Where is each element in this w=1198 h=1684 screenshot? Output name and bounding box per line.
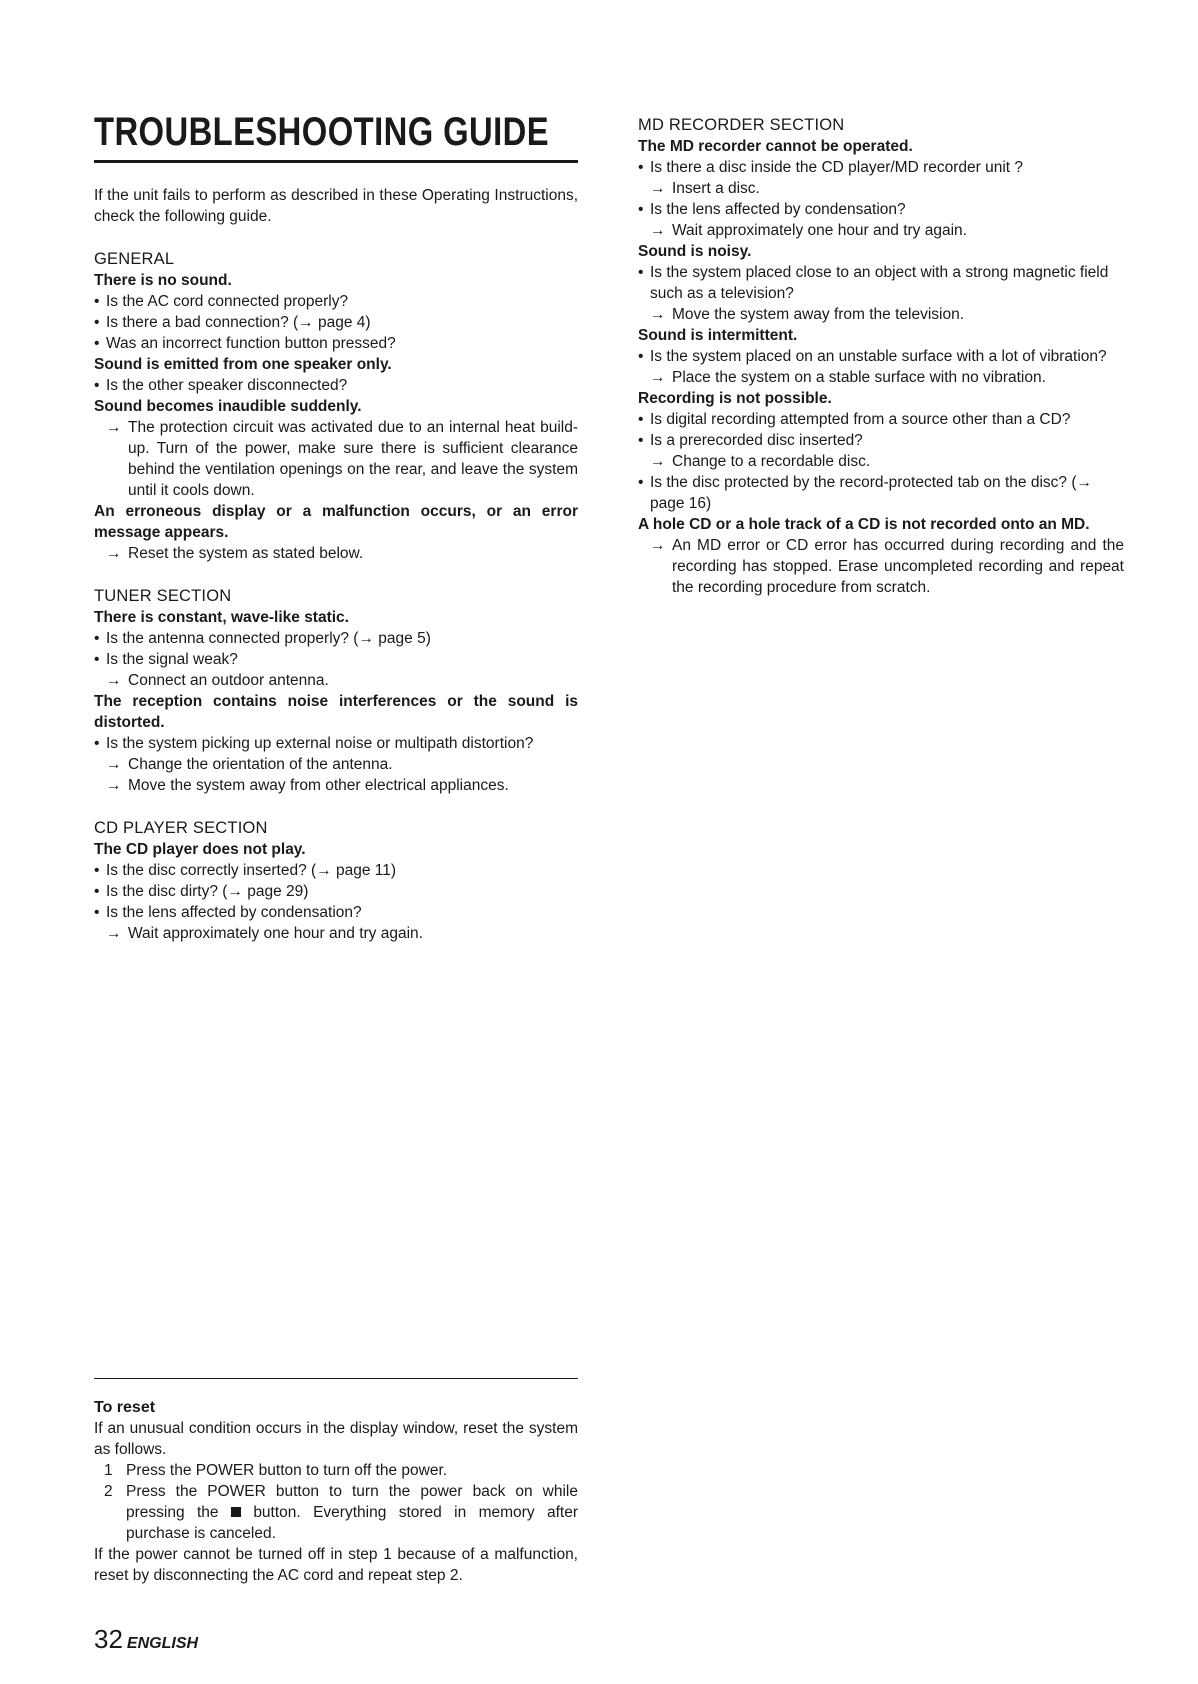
problem-heading: Sound becomes inaudible suddenly. bbox=[94, 398, 362, 415]
arrow-right-icon: → bbox=[106, 419, 122, 436]
question-item: • Is the other speaker disconnected? bbox=[94, 377, 348, 394]
bullet-icon: • bbox=[94, 904, 100, 921]
left-column bbox=[94, 110, 578, 944]
page-footer bbox=[94, 1624, 198, 1655]
general-section bbox=[94, 249, 578, 564]
arrow-right-icon: → bbox=[650, 306, 666, 323]
section-title-tuner: TUNER SECTION bbox=[94, 587, 232, 605]
question-item: • Is the system placed close to an object with a strong magnetic field such as a television? bbox=[638, 264, 1109, 302]
bullet-icon: • bbox=[94, 862, 100, 879]
question-item: • Was an incorrect function button pressed? bbox=[94, 335, 396, 352]
problem-heading: The CD player does not play. bbox=[94, 841, 306, 858]
answer-item: → Move the system away from the television. bbox=[650, 306, 965, 323]
cd-player-section bbox=[94, 818, 578, 944]
md-recorder-section bbox=[638, 115, 1124, 598]
arrow-right-icon: → bbox=[106, 925, 122, 942]
question-item: • Is the disc protected by the record-protected tab on the disc? (→ page 16) bbox=[638, 474, 1092, 512]
question-item: • Is the lens affected by condensation? bbox=[638, 201, 906, 218]
problem-heading: The MD recorder cannot be operated. bbox=[638, 138, 913, 155]
answer-item: → Wait approximately one hour and try again. bbox=[106, 925, 423, 942]
reset-intro: If an unusual condition occurs in the display window, reset the system as follows. bbox=[94, 1420, 578, 1458]
bullet-icon: • bbox=[94, 883, 100, 900]
question-item: • Is the AC cord connected properly? bbox=[94, 293, 349, 310]
answer-item: → Change to a recordable disc. bbox=[650, 453, 871, 470]
bullet-icon: • bbox=[638, 474, 644, 491]
question-item: • Is the lens affected by condensation? bbox=[94, 904, 362, 921]
bullet-icon: • bbox=[94, 293, 100, 310]
question-item: • Is the signal weak? bbox=[94, 651, 238, 668]
right-column bbox=[638, 115, 1124, 598]
bullet-icon: • bbox=[94, 335, 100, 352]
arrow-right-icon: → bbox=[650, 180, 666, 197]
bullet-icon: • bbox=[638, 201, 644, 218]
bullet-icon: • bbox=[638, 348, 644, 365]
answer-item: → Place the system on a stable surface with no vibration. bbox=[650, 369, 1046, 386]
answer-item: → Move the system away from other electrical appliances. bbox=[106, 777, 509, 794]
arrow-right-icon: → bbox=[106, 756, 122, 773]
reset-outro: If the power cannot be turned off in step 1 because of a malfunction, reset by disconnecting the AC cord and repeat step 2. bbox=[94, 1546, 578, 1584]
answer-item: → The protection circuit was activated due to an internal heat build-up. Turn of the power, make sure there is sufficient clearance behind the ventilation openings on the rear, and leave the system until it cools down. bbox=[106, 419, 578, 499]
answer-item: → Insert a disc. bbox=[650, 180, 760, 197]
arrow-right-icon: → bbox=[106, 672, 122, 689]
arrow-right-icon: → bbox=[650, 537, 666, 554]
reset-divider bbox=[94, 1378, 578, 1379]
problem-heading: There is constant, wave-like static. bbox=[94, 609, 349, 626]
answer-item: → Wait approximately one hour and try again. bbox=[650, 222, 967, 239]
arrow-right-icon: → bbox=[650, 369, 666, 386]
question-item: • Is the disc dirty? (→ page 29) bbox=[94, 883, 309, 900]
answer-item: → Connect an outdoor antenna. bbox=[106, 672, 329, 689]
bullet-icon: • bbox=[94, 314, 100, 331]
answer-item: → Change the orientation of the antenna. bbox=[106, 756, 393, 773]
tuner-section bbox=[94, 586, 578, 796]
arrow-right-icon: → bbox=[106, 545, 122, 562]
bullet-icon: • bbox=[94, 651, 100, 668]
problem-heading: There is no sound. bbox=[94, 272, 232, 289]
problem-heading: The reception contains noise interferences or the sound is distorted. bbox=[94, 693, 578, 731]
problem-heading: Recording is not possible. bbox=[638, 390, 832, 407]
bullet-icon: • bbox=[638, 411, 644, 428]
problem-heading: A hole CD or a hole track of a CD is not recorded onto an MD. bbox=[638, 516, 1090, 533]
question-item: • Is the system picking up external noise or multipath distortion? bbox=[94, 735, 534, 752]
arrow-right-icon: → bbox=[106, 777, 122, 794]
question-item: • Is there a bad connection? (→ page 4) bbox=[94, 314, 371, 331]
problem-heading: Sound is intermittent. bbox=[638, 327, 798, 344]
title-rule bbox=[94, 160, 578, 163]
section-title-cd: CD PLAYER SECTION bbox=[94, 819, 268, 837]
reset-step: 2 Press the POWER button to turn the power back on while pressing the button. Everything stored in memory after purchase is canceled. bbox=[104, 1483, 578, 1542]
problem-heading: An erroneous display or a malfunction occurs, or an error message appears. bbox=[94, 503, 578, 541]
answer-item: → Reset the system as stated below. bbox=[106, 545, 364, 562]
page-title: TROUBLESHOOTING GUIDE bbox=[94, 110, 550, 154]
bullet-icon: • bbox=[638, 432, 644, 449]
arrow-right-icon: → bbox=[650, 453, 666, 470]
language-label: ENGLISH bbox=[126, 1635, 199, 1652]
answer-item: → An MD error or CD error has occurred during recording and the recording has stopped. Erase uncompleted recording and repeat the recording procedure from scratch. bbox=[650, 537, 1124, 596]
question-item: • Is the system placed on an unstable surface with a lot of vibration? bbox=[638, 348, 1107, 365]
question-item: • Is there a disc inside the CD player/MD recorder unit ? bbox=[638, 159, 1024, 176]
stop-square-icon bbox=[231, 1507, 241, 1517]
reset-instructions bbox=[94, 1378, 578, 1586]
question-item: • Is the disc correctly inserted? (→ page 11) bbox=[94, 862, 397, 879]
problem-heading: Sound is noisy. bbox=[638, 243, 752, 260]
section-title-general: GENERAL bbox=[94, 250, 175, 268]
bullet-icon: • bbox=[94, 377, 100, 394]
arrow-right-icon: → bbox=[650, 222, 666, 239]
question-item: • Is the antenna connected properly? (→ page 5) bbox=[94, 630, 431, 647]
reset-step: 1 Press the POWER button to turn off the power. bbox=[104, 1462, 448, 1479]
page-number: 32 bbox=[94, 1624, 123, 1654]
bullet-icon: • bbox=[94, 630, 100, 647]
question-item: • Is digital recording attempted from a source other than a CD? bbox=[638, 411, 1071, 428]
bullet-icon: • bbox=[94, 735, 100, 752]
question-item: • Is a prerecorded disc inserted? bbox=[638, 432, 863, 449]
intro-text: If the unit fails to perform as described in these Operating Instructions, check the following guide. bbox=[94, 187, 578, 225]
section-title-md: MD RECORDER SECTION bbox=[638, 116, 845, 134]
problem-heading: Sound is emitted from one speaker only. bbox=[94, 356, 392, 373]
bullet-icon: • bbox=[638, 264, 644, 281]
reset-title: To reset bbox=[94, 1399, 156, 1416]
bullet-icon: • bbox=[638, 159, 644, 176]
